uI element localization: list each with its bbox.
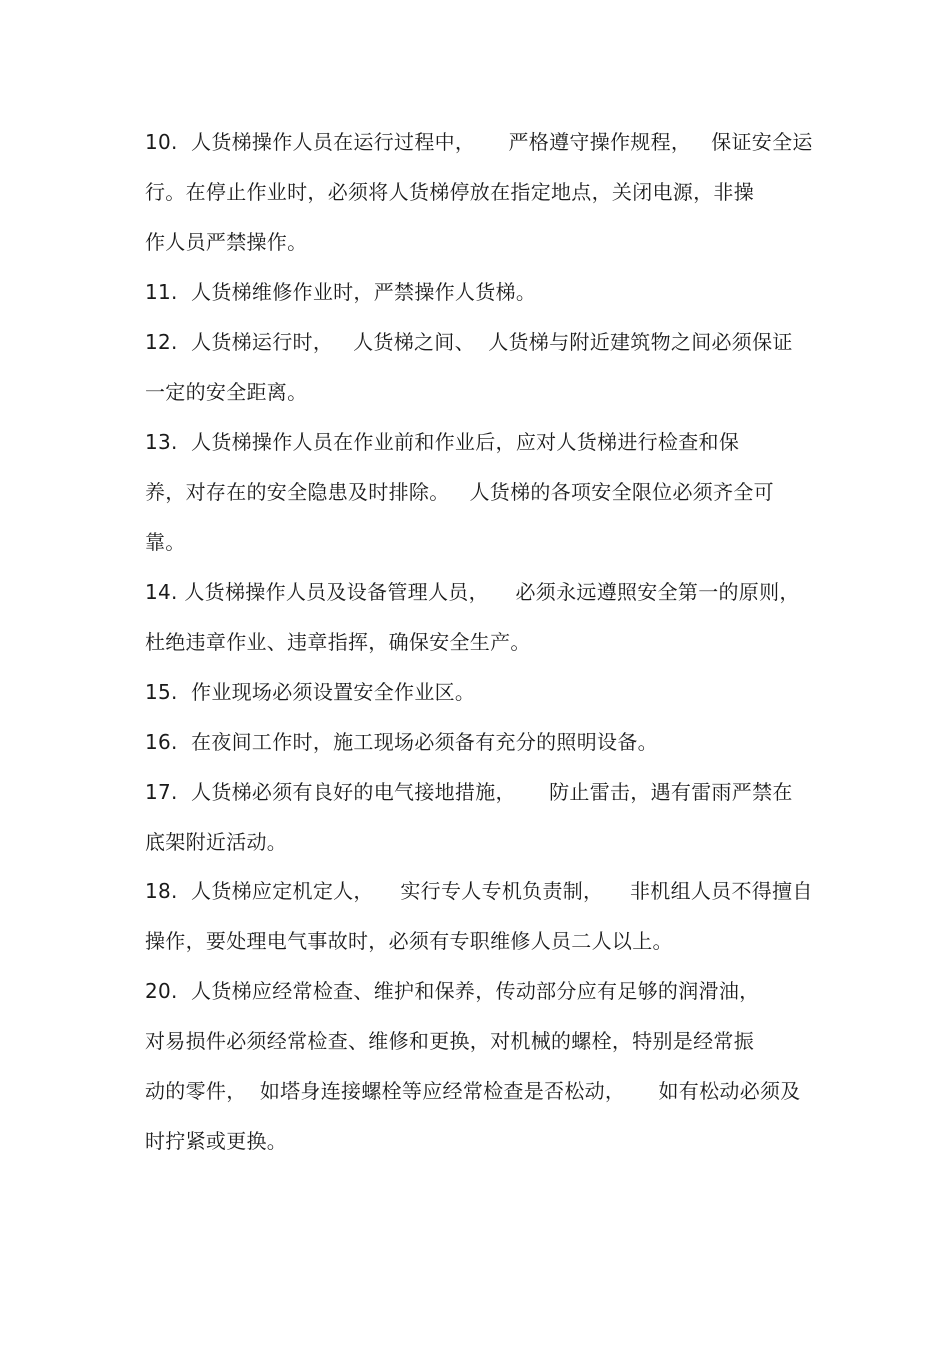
text-line: 对易损件必须经常检查、维修和更换，对机械的螺栓，特别是经常振 <box>145 1029 754 1053</box>
text-line: 17. 人货梯必须有良好的电气接地措施， 防止雷击，遇有雷雨严禁在 <box>145 780 793 804</box>
text-line: 一定的安全距离。 <box>145 380 308 404</box>
text-line: 12. 人货梯运行时， 人货梯之间、 人货梯与附近建筑物之间必须保证 <box>145 330 793 354</box>
text-line: 操作，要处理电气事故时，必须有专职维修人员二人以上。 <box>145 929 673 953</box>
text-line: 靠。 <box>145 530 186 554</box>
text-line: 11. 人货梯维修作业时，严禁操作人货梯。 <box>145 280 537 304</box>
text-line: 20. 人货梯应经常检查、维护和保养，传动部分应有足够的润滑油， <box>145 979 760 1003</box>
text-line: 10. 人货梯操作人员在运行过程中， 严格遵守操作规程， 保证安全运 <box>145 130 813 154</box>
text-line: 18. 人货梯应定机定人， 实行专人专机负责制， 非机组人员不得擅自 <box>145 879 813 903</box>
text-line: 作人员严禁操作。 <box>145 230 308 254</box>
text-line: 时拧紧或更换。 <box>145 1129 288 1153</box>
text-line: 动的零件， 如塔身连接螺栓等应经常检查是否松动， 如有松动必须及 <box>145 1079 801 1103</box>
text-line: 14. 人货梯操作人员及设备管理人员， 必须永远遵照安全第一的原则， <box>145 580 800 604</box>
text-line: 养，对存在的安全隐患及时排除。 人货梯的各项安全限位必须齐全可 <box>145 480 774 504</box>
text-line: 13. 人货梯操作人员在作业前和作业后，应对人货梯进行检查和保 <box>145 430 740 454</box>
text-line: 杜绝违章作业、违章指挥，确保安全生产。 <box>145 630 531 654</box>
text-line: 底架附近活动。 <box>145 830 288 854</box>
text-line: 15. 作业现场必须设置安全作业区。 <box>145 680 476 704</box>
text-line: 行。在停止作业时，必须将人货梯停放在指定地点，关闭电源，非操 <box>145 180 754 204</box>
text-line: 16. 在夜间工作时，施工现场必须备有充分的照明设备。 <box>145 730 658 754</box>
